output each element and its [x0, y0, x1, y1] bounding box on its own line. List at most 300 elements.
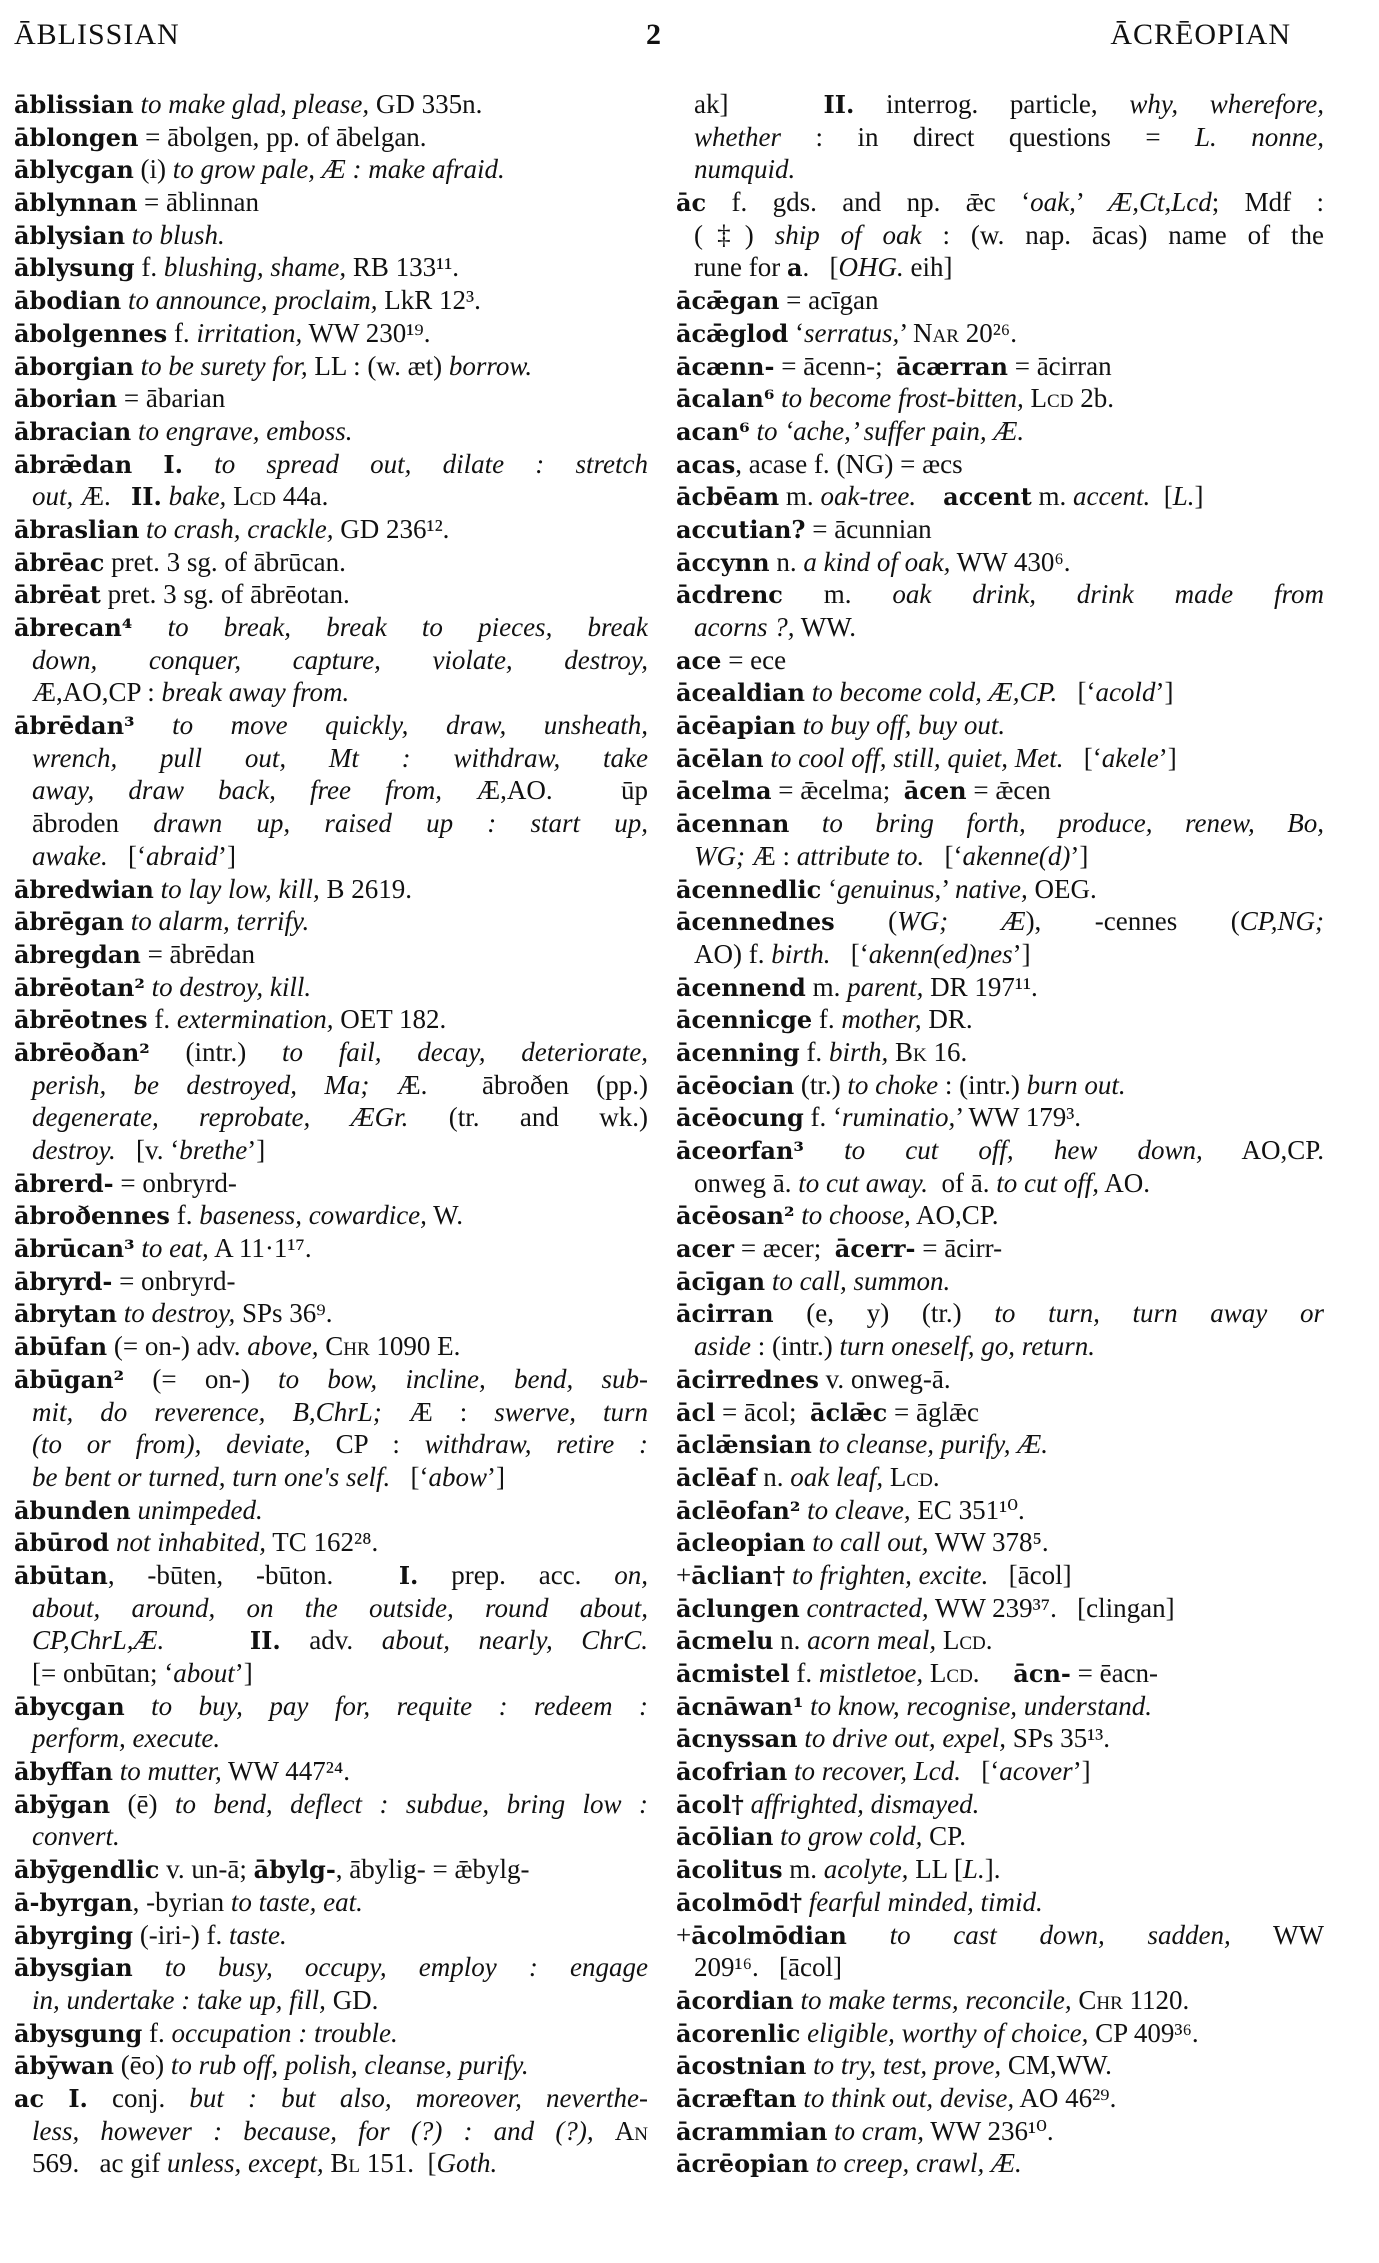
- dictionary-entry: [676, 1657, 1324, 1690]
- text: AO) f.: [694, 938, 772, 969]
- dictionary-entry: [14, 448, 648, 513]
- text: [v. ‘: [115, 1135, 180, 1165]
- italic-gloss: down, conquer, capture, violate, destroy,: [32, 644, 648, 675]
- text: 16.: [926, 1036, 968, 1067]
- entry-line: [676, 1690, 1324, 1723]
- dictionary-entry: [676, 2147, 1324, 2180]
- italic-gloss: to think out, devise,: [796, 2082, 1015, 2113]
- italic-gloss: acolyte,: [823, 1854, 909, 1885]
- entry-line: [676, 251, 1324, 284]
- headword: ācærran: [896, 351, 1008, 381]
- italic-gloss: L.: [962, 1854, 985, 1885]
- dictionary-entry: [676, 350, 1324, 383]
- entry-line: [14, 1984, 648, 2017]
- text: Æ. ābroðen (pp.): [369, 1069, 648, 1100]
- entry-line: [676, 905, 1324, 938]
- headword: ācennend: [676, 972, 806, 1002]
- entry-line: [676, 676, 1324, 709]
- headword: āborgian: [14, 351, 134, 381]
- headword: I.: [68, 2083, 88, 2113]
- italic-gloss: to bring forth, produce, renew, Bo,: [789, 808, 1324, 839]
- text: ; Mdf :: [1211, 187, 1324, 218]
- text: Æ :: [744, 840, 797, 871]
- italic-gloss: on,: [614, 1559, 648, 1590]
- italic-gloss: about, around, on the outside, round about,: [32, 1592, 648, 1623]
- headword: ācēosan²: [676, 1201, 795, 1231]
- text: 209¹⁶. [ācol]: [694, 1952, 842, 1983]
- entry-line: [676, 317, 1324, 350]
- italic-gloss: to mutter,: [112, 1756, 222, 1787]
- headword: ācolitus: [676, 1855, 783, 1885]
- headword: ābūfan: [14, 1332, 108, 1362]
- dictionary-entry: [676, 1592, 1324, 1625]
- italic-gloss: awake.: [32, 840, 108, 871]
- entry-line: [676, 807, 1324, 840]
- headword: ācdrenc: [676, 580, 783, 610]
- italic-gloss: (to or from), deviate,: [32, 1429, 311, 1460]
- dictionary-entry: [14, 251, 648, 284]
- entry-line: [14, 1494, 648, 1527]
- small-caps-source: Bl: [330, 2148, 361, 2179]
- dictionary-entry: [14, 1951, 648, 2016]
- text: = ēacn-: [1070, 1658, 1159, 1688]
- headword: ābrēgan: [14, 907, 125, 937]
- italic-gloss: to announce, proclaim,: [121, 285, 378, 316]
- italic-gloss: taste.: [229, 1919, 287, 1950]
- entry-line: [676, 284, 1324, 317]
- text: CP :: [310, 1429, 425, 1460]
- headword: ācnāwan¹: [676, 1691, 804, 1721]
- headword: āclǣc: [809, 1397, 888, 1427]
- headword: ācēocung: [676, 1103, 804, 1133]
- italic-gloss: serratus,: [804, 317, 900, 348]
- entry-line: [676, 742, 1324, 775]
- dictionary-entry: [676, 807, 1324, 872]
- text: f.: [142, 2017, 172, 2048]
- dictionary-entry: [14, 611, 648, 709]
- headword: ābūrod: [14, 1528, 110, 1558]
- text: [132, 449, 163, 479]
- text: eih]: [903, 252, 953, 283]
- headword: āblysian: [14, 220, 126, 250]
- text: (ē): [110, 1788, 175, 1819]
- italic-gloss: abow: [428, 1461, 487, 1492]
- italic-gloss: to cut off,: [996, 1167, 1099, 1198]
- headword: ācirran: [676, 1299, 774, 1329]
- entry-line: [676, 1592, 1324, 1625]
- headword: I.: [163, 449, 183, 479]
- italic-gloss: why, wherefore,: [1129, 89, 1324, 119]
- dictionary-entry: [676, 905, 1324, 970]
- entry-line: [14, 2115, 648, 2148]
- small-caps-source: Chr: [1078, 1984, 1123, 2015]
- text: (tr. and wk.): [408, 1102, 648, 1133]
- italic-gloss: whether: [694, 121, 781, 152]
- dictionary-entry: [14, 1853, 648, 1886]
- entry-line: [676, 644, 1324, 677]
- text: WW 230¹⁹.: [302, 317, 431, 348]
- dictionary-entry: [14, 382, 648, 415]
- headword: ābȳgendlic: [14, 1855, 160, 1885]
- text: [44, 2083, 68, 2113]
- text: ’: [899, 317, 914, 348]
- dictionary-entry: [676, 709, 1324, 742]
- text: Æ,AO,CP :: [32, 677, 162, 708]
- headword: ācirrednes: [676, 1364, 819, 1394]
- dictionary-entry: [14, 2082, 648, 2180]
- italic-gloss: perish, be destroyed, Ma;: [32, 1069, 370, 1100]
- italic-gloss: acorns ?,: [694, 612, 795, 642]
- italic-gloss: brethe: [179, 1135, 248, 1165]
- italic-gloss: extermination,: [176, 1004, 334, 1035]
- text: = acīgan: [779, 285, 879, 316]
- entry-line: [14, 1690, 648, 1723]
- entry-line: [676, 1232, 1324, 1265]
- headword: ācīgan: [676, 1266, 766, 1296]
- text: adv.: [280, 1625, 382, 1656]
- italic-gloss: mistletoe,: [818, 1658, 924, 1688]
- headword: ācelma: [676, 776, 772, 806]
- headword: āc: [676, 188, 707, 218]
- entry-line: [14, 513, 648, 546]
- entry-line: [14, 1722, 648, 1755]
- entry-line: [676, 350, 1324, 383]
- text: [‘: [830, 938, 869, 969]
- italic-gloss: to cast down, sadden,: [846, 1919, 1231, 1950]
- dictionary-entry: [676, 644, 1324, 677]
- dictionary-entry: [676, 1101, 1324, 1134]
- dictionary-entry: [676, 1690, 1324, 1723]
- text: v. un-ā;: [159, 1854, 254, 1885]
- italic-gloss: akele: [1101, 742, 1159, 773]
- entry-line: [14, 1134, 648, 1167]
- entry-line: [14, 2017, 648, 2050]
- italic-gloss: L. nonne,: [1195, 121, 1324, 152]
- headword: ācbēam: [676, 482, 780, 512]
- text: (ēo): [113, 2050, 171, 2081]
- dictionary-entry: [676, 676, 1324, 709]
- headword: ācēapian: [676, 711, 796, 741]
- headword: ācol†: [676, 1789, 744, 1819]
- text: ak]: [694, 89, 824, 119]
- headword: ābrēotnes: [14, 1005, 148, 1035]
- headword: accutian?: [676, 514, 806, 544]
- dictionary-entry: [14, 1526, 648, 1559]
- text: f.: [147, 1004, 177, 1035]
- text: (= on-): [124, 1363, 279, 1394]
- headword: ābrytan: [14, 1299, 118, 1329]
- headword: ācostnian: [676, 2051, 807, 2081]
- italic-gloss: wrench, pull out, Mt : withdraw, take: [32, 742, 648, 773]
- italic-gloss: fearful minded, timid.: [802, 1886, 1043, 1917]
- headword: ābrēat: [14, 580, 101, 610]
- entry-line: [14, 1657, 648, 1690]
- headword: acas: [676, 449, 736, 479]
- dictionary-entry: [676, 513, 1324, 546]
- text: Æ :: [381, 1396, 495, 1427]
- italic-gloss: to cleanse, purify, Æ.: [811, 1429, 1048, 1460]
- headword: ābylg-: [253, 1855, 336, 1885]
- entry-line: [14, 2049, 648, 2082]
- headword: ācen: [903, 776, 967, 806]
- entry-line: [676, 186, 1324, 219]
- text: .: [972, 1658, 1014, 1688]
- entry-line: [14, 938, 648, 971]
- text: CM,WW.: [1001, 2050, 1112, 2081]
- entry-line: [14, 709, 648, 742]
- entry-line: [14, 1951, 648, 1984]
- text: 151. [: [360, 2148, 437, 2179]
- text: : (intr.): [938, 1069, 1027, 1100]
- headword: ābysgian: [14, 1953, 133, 1983]
- text: rune for: [694, 252, 787, 283]
- dictionary-entry: [14, 1755, 648, 1788]
- text: Æ,AO. ūp: [441, 775, 648, 806]
- italic-gloss: birth.: [771, 938, 831, 969]
- entry-line: [676, 1330, 1324, 1363]
- entry-line: [14, 1069, 648, 1102]
- entry-line: [676, 1396, 1324, 1429]
- text: = ācunnian: [805, 513, 932, 544]
- text: [1024, 383, 1031, 413]
- italic-gloss: blushing, shame,: [163, 252, 347, 283]
- text: n.: [773, 1625, 808, 1656]
- text: = ābolgen, pp. of ābelgan.: [138, 121, 427, 152]
- dictionary-entry: [676, 1003, 1324, 1036]
- entry-line: [14, 1853, 648, 1886]
- text: [: [1150, 481, 1173, 512]
- entry-line: [676, 219, 1324, 252]
- dictionary-entry: [676, 480, 1324, 513]
- text: B 2619.: [319, 873, 413, 904]
- dictionary-entry: [676, 1396, 1324, 1429]
- dictionary-entry: [676, 1755, 1324, 1788]
- text: = āglǣc: [887, 1396, 979, 1427]
- dictionary-entry: [676, 1919, 1324, 1984]
- text: WW 447²⁴.: [221, 1756, 350, 1787]
- headword: ācennedlic: [676, 874, 822, 904]
- italic-gloss: to crash, crackle,: [139, 513, 334, 544]
- italic-gloss: less, however : because, for (?) : and (?),: [32, 2115, 594, 2146]
- italic-gloss: to blush.: [125, 219, 225, 250]
- entry-line: [14, 676, 648, 709]
- text: [‘: [107, 840, 146, 871]
- headword: āclian†: [691, 1560, 786, 1590]
- italic-gloss: acold: [1095, 677, 1156, 708]
- entry-line: [676, 2115, 1324, 2148]
- italic-gloss: genuinus,: [836, 873, 942, 904]
- dictionary-entry: [14, 546, 648, 579]
- entry-line: [676, 611, 1324, 644]
- text: = ācirran: [1007, 350, 1112, 381]
- dictionary-entry: [676, 317, 1324, 350]
- italic-gloss: to become frost-bitten,: [774, 383, 1024, 414]
- italic-gloss: about, nearly, ChrC.: [381, 1625, 648, 1656]
- text: , acase f. (NG) = æcs: [735, 448, 963, 479]
- italic-gloss: to cool off, still, quiet, Met.: [763, 742, 1064, 773]
- dictionary-entry: [676, 1232, 1324, 1265]
- text: m.: [782, 579, 893, 610]
- running-head-last-word: ĀCRĒOPIAN: [1110, 18, 1291, 51]
- dictionary-entry: [14, 1036, 648, 1167]
- dictionary-entry: [676, 774, 1324, 807]
- dictionary-entry: [14, 153, 648, 186]
- headword: ācænn-: [676, 351, 775, 381]
- dictionary-entry: [14, 1919, 648, 1952]
- dictionary-entry: [14, 1330, 648, 1363]
- headword: ācolmōdian: [691, 1920, 847, 1950]
- dictionary-entry: [14, 513, 648, 546]
- italic-gloss: to become cold, Æ,CP.: [805, 677, 1058, 708]
- entry-line: [676, 1069, 1324, 1102]
- headword: ābycgan: [14, 1691, 125, 1721]
- italic-gloss: break away from.: [161, 677, 350, 708]
- dictionary-entry: [14, 317, 648, 350]
- dictionary-entry: [14, 415, 648, 448]
- dictionary-entry: [14, 1232, 648, 1265]
- headword: ābregdan: [14, 939, 141, 969]
- dictionary-entry: [676, 546, 1324, 579]
- text: [‘: [960, 1756, 1000, 1787]
- headword: I.: [398, 1560, 419, 1590]
- text: ]: [1194, 481, 1204, 512]
- text: m.: [779, 481, 821, 512]
- italic-gloss: to bow, incline, bend, sub-: [278, 1363, 648, 1394]
- text: ‘: [821, 873, 837, 904]
- text: (: [834, 906, 898, 937]
- entry-line: [676, 1722, 1324, 1755]
- italic-gloss: oak leaf,: [790, 1461, 884, 1492]
- dictionary-entry: [14, 186, 648, 219]
- text: pret. 3 sg. of ābrēotan.: [100, 579, 350, 610]
- text: , -būten, -būton.: [107, 1559, 399, 1590]
- headword: ac: [14, 2083, 45, 2113]
- text: ’]: [247, 1135, 266, 1165]
- dictionary-entry: [676, 1853, 1324, 1886]
- text: (= on-) adv.: [107, 1331, 248, 1362]
- text: [ācol]: [988, 1559, 1072, 1590]
- italic-gloss: to creep, crawl, Æ.: [808, 2148, 1022, 2179]
- entry-line: [676, 1559, 1324, 1592]
- entry-line: [14, 121, 648, 154]
- text: f. ‘: [803, 1102, 842, 1133]
- text: m.: [782, 1854, 824, 1885]
- headword: āblongen: [14, 122, 139, 152]
- headword: ābrēac: [14, 547, 105, 577]
- dictionary-entry: [14, 1788, 648, 1853]
- text: WW 378⁵.: [928, 1527, 1049, 1558]
- entry-line: [14, 1559, 648, 1592]
- headword: ābodian: [14, 286, 122, 316]
- italic-gloss: convert.: [32, 1821, 120, 1852]
- small-caps-source: Lcd: [233, 481, 276, 512]
- text: W.: [426, 1200, 463, 1231]
- italic-gloss: destroy.: [32, 1135, 116, 1165]
- text: ’: [1075, 187, 1109, 218]
- headword: ācolmōd†: [676, 1887, 803, 1917]
- italic-gloss: unless, except,: [166, 2148, 324, 2179]
- text: SPs 36⁹.: [235, 1298, 333, 1329]
- entry-line: [676, 873, 1324, 906]
- text: CP 409³⁶.: [1088, 2017, 1199, 2048]
- headword: ācennan: [676, 809, 790, 839]
- entry-line: [676, 1134, 1324, 1167]
- italic-gloss: contracted,: [799, 1592, 929, 1623]
- entry-line: [14, 415, 648, 448]
- text: f.: [169, 1200, 200, 1231]
- dictionary-entry: [14, 873, 648, 906]
- dictionary-entry: [676, 1559, 1324, 1592]
- italic-gloss: unimpeded.: [130, 1494, 263, 1525]
- headword: II.: [131, 482, 162, 512]
- italic-gloss: birth,: [828, 1036, 889, 1067]
- italic-gloss: to alarm, terrify.: [124, 906, 310, 937]
- entry-line: [676, 513, 1324, 546]
- headword: ācennednes: [676, 907, 835, 937]
- page-number: 2: [646, 18, 662, 51]
- headword: ācealdian: [676, 678, 805, 708]
- entry-line: [14, 186, 648, 219]
- entry-line: [676, 1951, 1324, 1984]
- entry-line: [676, 1919, 1324, 1952]
- dictionary-entry: [14, 578, 648, 611]
- dictionary-entry: [14, 284, 648, 317]
- dictionary-entry: [676, 1984, 1324, 2017]
- dictionary-entry: [676, 742, 1324, 775]
- headword: ābrēdan³: [14, 711, 135, 741]
- text: ’: [941, 873, 955, 904]
- entry-line: [676, 971, 1324, 1004]
- headword: ābyrging: [14, 1920, 134, 1950]
- italic-gloss: turn oneself, go, return.: [839, 1331, 1095, 1362]
- dictionary-entry: [14, 1559, 648, 1690]
- italic-gloss: to call out,: [805, 1527, 929, 1558]
- headword: ācennicge: [676, 1005, 813, 1035]
- text: (-iri-) f.: [133, 1919, 230, 1950]
- text: EC 351¹⁰.: [910, 1494, 1025, 1525]
- text: +: [676, 1559, 692, 1590]
- text: ’]: [1012, 938, 1031, 969]
- entry-line: [14, 1396, 648, 1429]
- text: pret. 3 sg. of ābrūcan.: [104, 546, 346, 577]
- headword: ācleopian: [676, 1528, 806, 1558]
- entry-line: [676, 1428, 1324, 1461]
- dictionary-entry: [14, 1199, 648, 1232]
- text: = ācenn-;: [774, 350, 897, 381]
- entry-line: [14, 1461, 648, 1494]
- small-caps-source: Lcd: [929, 1658, 973, 1688]
- entry-line: [676, 1755, 1324, 1788]
- italic-gloss: to turn, turn away or: [994, 1298, 1324, 1329]
- italic-gloss: to lay low, kill,: [153, 873, 320, 904]
- headword: āclēaf: [676, 1462, 757, 1492]
- italic-gloss: to engrave, emboss.: [131, 415, 353, 446]
- right-column: [676, 88, 1324, 2180]
- italic-gloss: to be surety for,: [133, 350, 308, 381]
- text: ‘: [788, 317, 805, 348]
- text: [‘: [390, 1461, 429, 1492]
- dictionary-entry: [676, 415, 1324, 448]
- dictionary-entry: [676, 1265, 1324, 1298]
- text: f. gds. and np. ǣc ‘: [706, 187, 1031, 218]
- entry-line: [676, 1167, 1324, 1200]
- italic-gloss: to drive out, expel,: [797, 1723, 1007, 1754]
- dictionary-entry: [14, 1167, 648, 1200]
- headword: acer: [676, 1234, 735, 1264]
- entry-line: [14, 382, 648, 415]
- entry-line: [14, 774, 648, 807]
- text: AO.: [1098, 1167, 1150, 1198]
